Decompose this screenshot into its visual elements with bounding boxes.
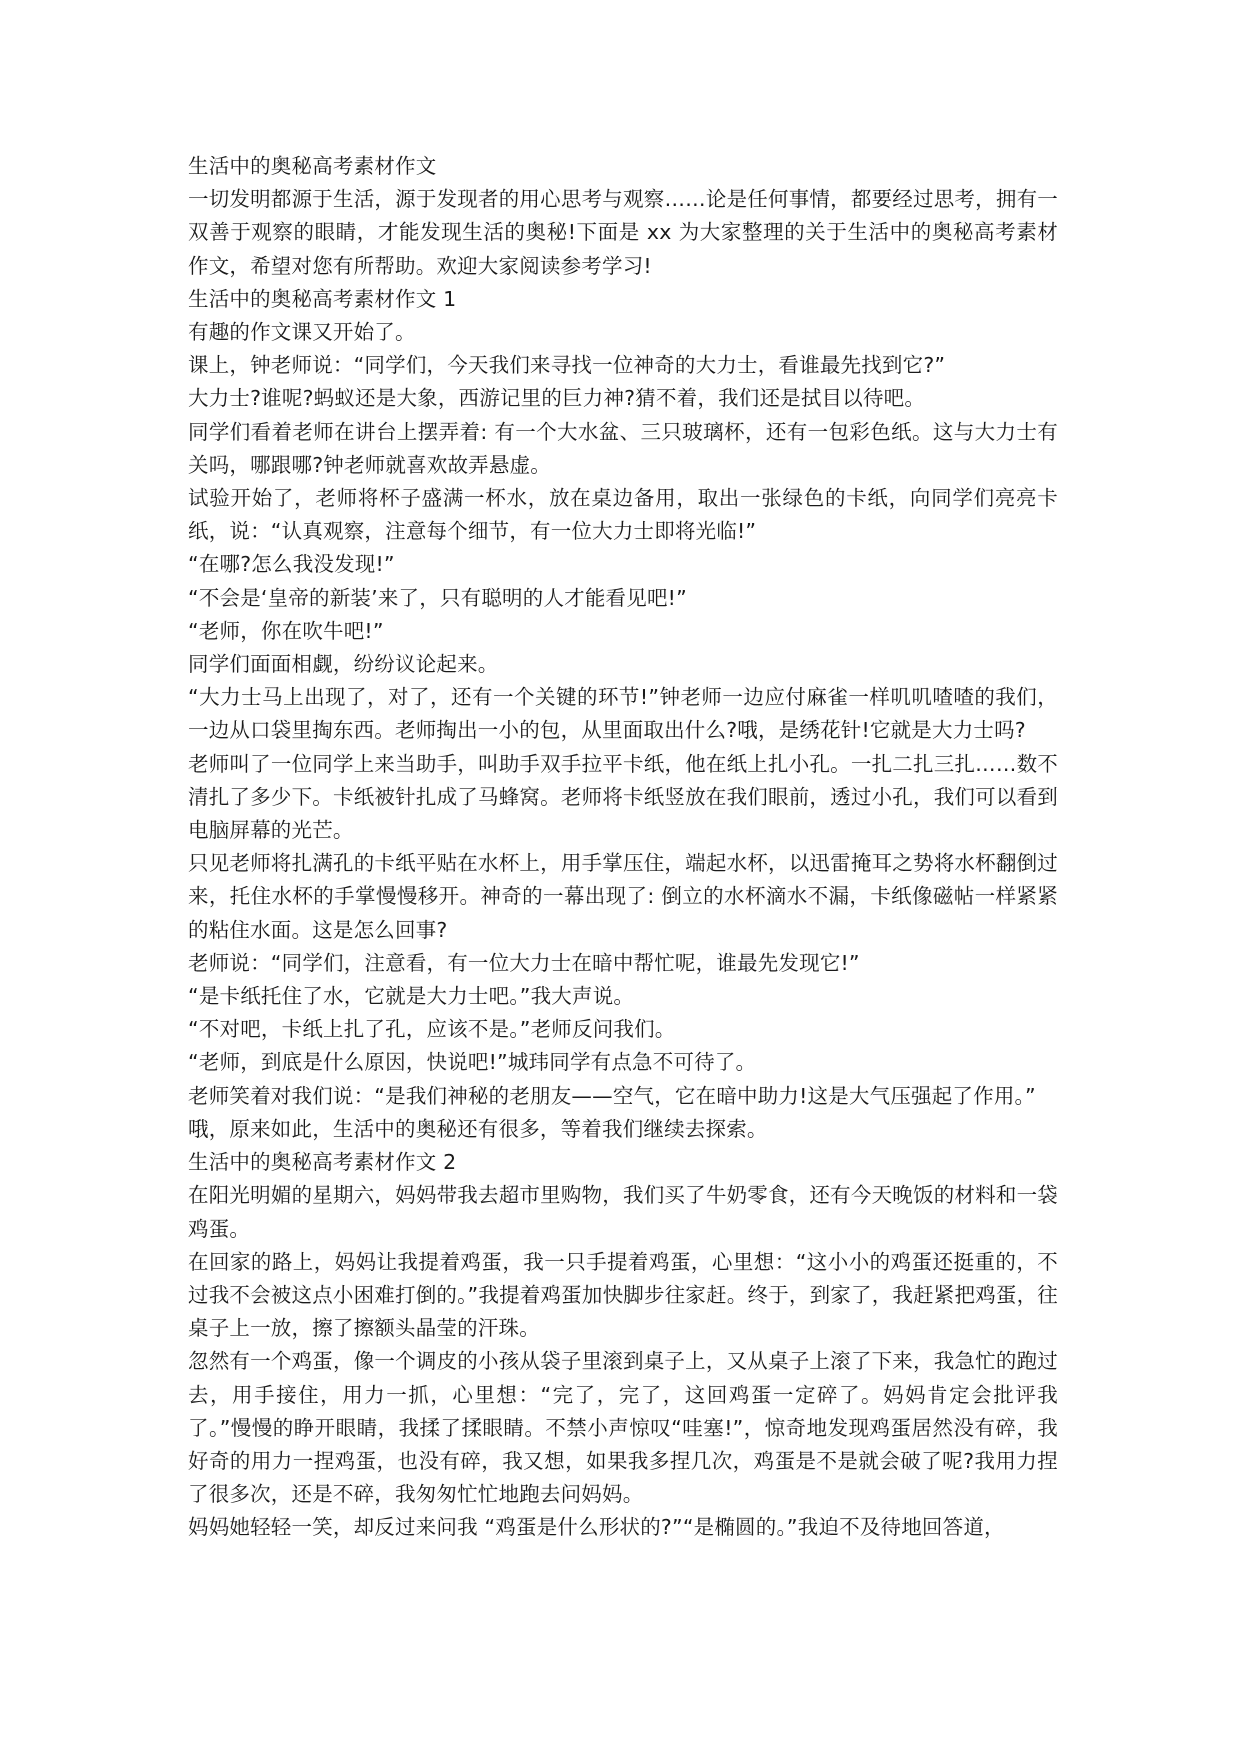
paragraph: “在哪?怎么我没发现!” — [188, 552, 395, 577]
intro-paragraph: 一切发明都源于生活，源于发现者的用心思考与观察……论是任何事情，都要经过思考，拥有一双善于观察的眼睛，才能发现生活的奥秘!下面是 xx 为大家整理的关于生活中的奥秘高考素材作文，希望对您有所帮助。欢迎大家阅读参考学习! — [188, 187, 1058, 278]
paragraph: 课上，钟老师说：“同学们，今天我们来寻找一位神奇的大力士，看谁最先找到它?” — [188, 353, 946, 378]
paragraph: “老师，到底是什么原因，快说吧!”城玮同学有点急不可待了。 — [188, 1050, 757, 1075]
paragraph: 在回家的路上，妈妈让我提着鸡蛋，我一只手提着鸡蛋，心里想：“这小小的鸡蛋还挺重的，不过我不会被这点小困难打倒的。”我提着鸡蛋加快脚步往家赶。终于，到家了，我赶紧把鸡蛋，往桌子上一放，擦了擦额头晶莹的汗珠。 — [188, 1249, 1058, 1341]
paragraph: “老师，你在吹牛吧!” — [188, 618, 384, 643]
paragraph: 老师说：“同学们，注意看，有一位大力士在暗中帮忙呢，谁最先发现它!” — [188, 950, 860, 975]
paragraph: 有趣的作文课又开始了。 — [188, 320, 416, 345]
section-heading-2: 生活中的奥秘高考素材作文 2 — [188, 1150, 457, 1175]
paragraph: 忽然有一个鸡蛋，像一个调皮的小孩从袋子里滚到桌子上，又从桌子上滚了下来，我急忙的跑过去，用手接住，用力一抓，心里想：“完了，完了，这回鸡蛋一定碎了。妈妈肯定会批评我了。”慢慢的睁开眼睛，我揉了揉眼睛。不禁小声惊叹“哇塞!”，惊奇地发现鸡蛋居然没有碎，我好奇的用力一捏鸡蛋，也没有碎，我又想，如果我多捏几次，鸡蛋是不是就会破了呢?我用力捏了很多次，还是不碎，我匆匆忙忙地跑去问妈妈。 — [188, 1349, 1058, 1507]
paragraph: 只见老师将扎满孔的卡纸平贴在水杯上，用手掌压住，端起水杯，以迅雷掩耳之势将水杯翻倒过来，托住水杯的手掌慢慢移开。神奇的一幕出现了: 倒立的水杯滴水不漏，卡纸像磁帖一样紧紧的粘住水面。这是怎么回事? — [188, 851, 1058, 942]
paragraph: “是卡纸托住了水，它就是大力士吧。”我大声说。 — [188, 984, 635, 1009]
paragraph: 老师笑着对我们说：“是我们神秘的老朋友——空气，它在暗中助力!这是大气压强起了作用。” — [188, 1083, 1036, 1108]
paragraph: 在阳光明媚的星期六，妈妈带我去超市里购物，我们买了牛奶零食，还有今天晚饭的材料和一袋鸡蛋。 — [188, 1183, 1058, 1241]
paragraph: 老师叫了一位同学上来当助手，叫助手双手拉平卡纸，他在纸上扎小孔。一扎二扎三扎……数不清扎了多少下。卡纸被针扎成了马蜂窝。老师将卡纸竖放在我们眼前，透过小孔，我们可以看到电脑屏幕的光芒。 — [188, 751, 1058, 843]
document-body — [188, 150, 1058, 1545]
document-title: 生活中的奥秘高考素材作文 — [188, 154, 437, 178]
paragraph: 同学们面面相觑，纷纷议论起来。 — [188, 652, 499, 677]
paragraph: 同学们看着老师在讲台上摆弄着: 有一个大水盆、三只玻璃杯，还有一包彩色纸。这与大力士有关吗，哪跟哪?钟老师就喜欢故弄悬虚。 — [188, 419, 1058, 477]
paragraph: “不对吧，卡纸上扎了孔，应该不是。”老师反问我们。 — [188, 1017, 676, 1042]
paragraph: “大力士马上出现了，对了，还有一个关键的环节!”钟老师一边应付麻雀一样叽叽喳喳的我们，一边从口袋里掏东西。老师掏出一小的包，从里面取出什么?哦，是绣花针!它就是大力士吗? — [188, 685, 1058, 743]
paragraph: 妈妈她轻轻一笑，却反过来问我 “鸡蛋是什么形状的?”“是椭圆的。”我迫不及待地回答道， — [188, 1515, 1005, 1540]
paragraph: 大力士?谁呢?蚂蚁还是大象，西游记里的巨力神?猜不着，我们还是拭目以待吧。 — [188, 386, 926, 411]
paragraph: 哦，原来如此，生活中的奥秘还有很多，等着我们继续去探索。 — [188, 1116, 768, 1141]
section-heading-1: 生活中的奥秘高考素材作文 1 — [188, 286, 457, 311]
paragraph: “不会是‘皇帝的新装’来了，只有聪明的人才能看见吧!” — [188, 585, 687, 610]
paragraph: 试验开始了，老师将杯子盛满一杯水，放在桌边备用，取出一张绿色的卡纸，向同学们亮亮卡纸，说：“认真观察，注意每个细节，有一位大力士即将光临!” — [188, 486, 1058, 544]
